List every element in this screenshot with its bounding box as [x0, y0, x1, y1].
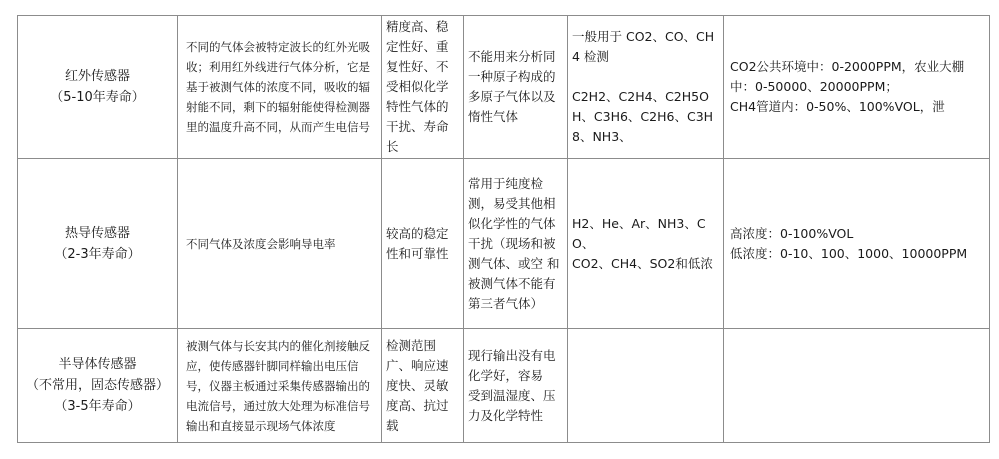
sensor-name: 热导传感器 （2-3年寿命） — [54, 225, 141, 262]
table-row — [18, 159, 990, 329]
disadvantages-cell — [464, 159, 568, 329]
detectable-gases-text — [568, 385, 723, 387]
principle-text: 被测气体与长安其内的催化剂接触反应，使传感器针脚同样输出电压信号，仪器主板通过采集传感器输出的电流信号，通过放大处理为标准信号输出和直接显示现场气体浓度 — [186, 338, 370, 433]
table-row — [18, 16, 990, 159]
disadvantages-cell — [464, 16, 568, 159]
detectable-gases-text: H2、He、Ar、NH3、CO、 CO2、CH4、SO2和低浓 — [572, 215, 713, 271]
principle-text: 不同的气体会被特定波长的红外光吸收；利用红外线进行气体分析，它是基于被测气体的浓度不同，吸收的辐射能不同，剩下的辐射能使得检测器里的温度升高不同，从而产生电信号 — [186, 40, 370, 134]
disadvantages-cell — [464, 329, 568, 443]
sensor-name-cell — [18, 16, 178, 159]
sensor-name-cell — [18, 159, 178, 329]
measuring-range-cell — [724, 16, 990, 159]
sensor-name-cell — [18, 329, 178, 443]
principle-cell — [178, 329, 382, 443]
disadvantages-text: 现行输出没有电化学好，容易 受到温湿度、压 力及化学特性 — [468, 347, 556, 423]
sensor-comparison-table — [17, 15, 990, 443]
measuring-range-text: 高浓度：0-100%VOL 低浓度：0-10、100、1000、10000PPM — [730, 225, 968, 261]
advantages-text: 检测范围广、响应速度快、灵敏度高、抗过载 — [386, 337, 449, 433]
advantages-text: 精度高、稳定性好、重复性好、不受相似化学特性气体的干扰、寿命长 — [386, 19, 449, 154]
disadvantages-text: 常用于纯度检测，易受其他相 似化学性的气体干扰（现场和被测气体、或空 和被测气体不能有第三者气体） — [468, 175, 560, 311]
measuring-range-cell — [724, 159, 990, 329]
measuring-range-text — [724, 385, 989, 387]
advantages-text: 较高的稳定性和可靠性 — [386, 225, 449, 261]
table-row — [18, 329, 990, 443]
advantages-cell — [382, 329, 464, 443]
principle-cell — [178, 159, 382, 329]
principle-cell — [178, 16, 382, 159]
detectable-gases-cell — [568, 159, 724, 329]
detectable-gases-cell — [568, 329, 724, 443]
measuring-range-cell — [724, 329, 990, 443]
disadvantages-text: 不能用来分析同一种原子构成的多原子气体以及惰性气体 — [468, 49, 556, 124]
detectable-gases-text: 一般用于 CO2、CO、CH4 检测 C2H2、C2H4、C2H5OH、C3H6、C2H6、C3H8、NH3、 — [572, 29, 715, 144]
advantages-cell — [382, 16, 464, 159]
sensor-name: 半导体传感器 （不常用，固态传感器） （3-5年寿命） — [25, 357, 169, 414]
detectable-gases-cell — [568, 16, 724, 159]
sensor-name: 红外传感器 （5-10年寿命） — [50, 69, 145, 105]
advantages-cell — [382, 159, 464, 329]
principle-text: 不同气体及浓度会影响导电率 — [186, 236, 336, 251]
measuring-range-text: CO2公共环境中：0-2000PPM，农业大棚中：0-50000、20000PPM； CH4管道内：0-50%、100%VOL，泄 — [730, 59, 965, 114]
